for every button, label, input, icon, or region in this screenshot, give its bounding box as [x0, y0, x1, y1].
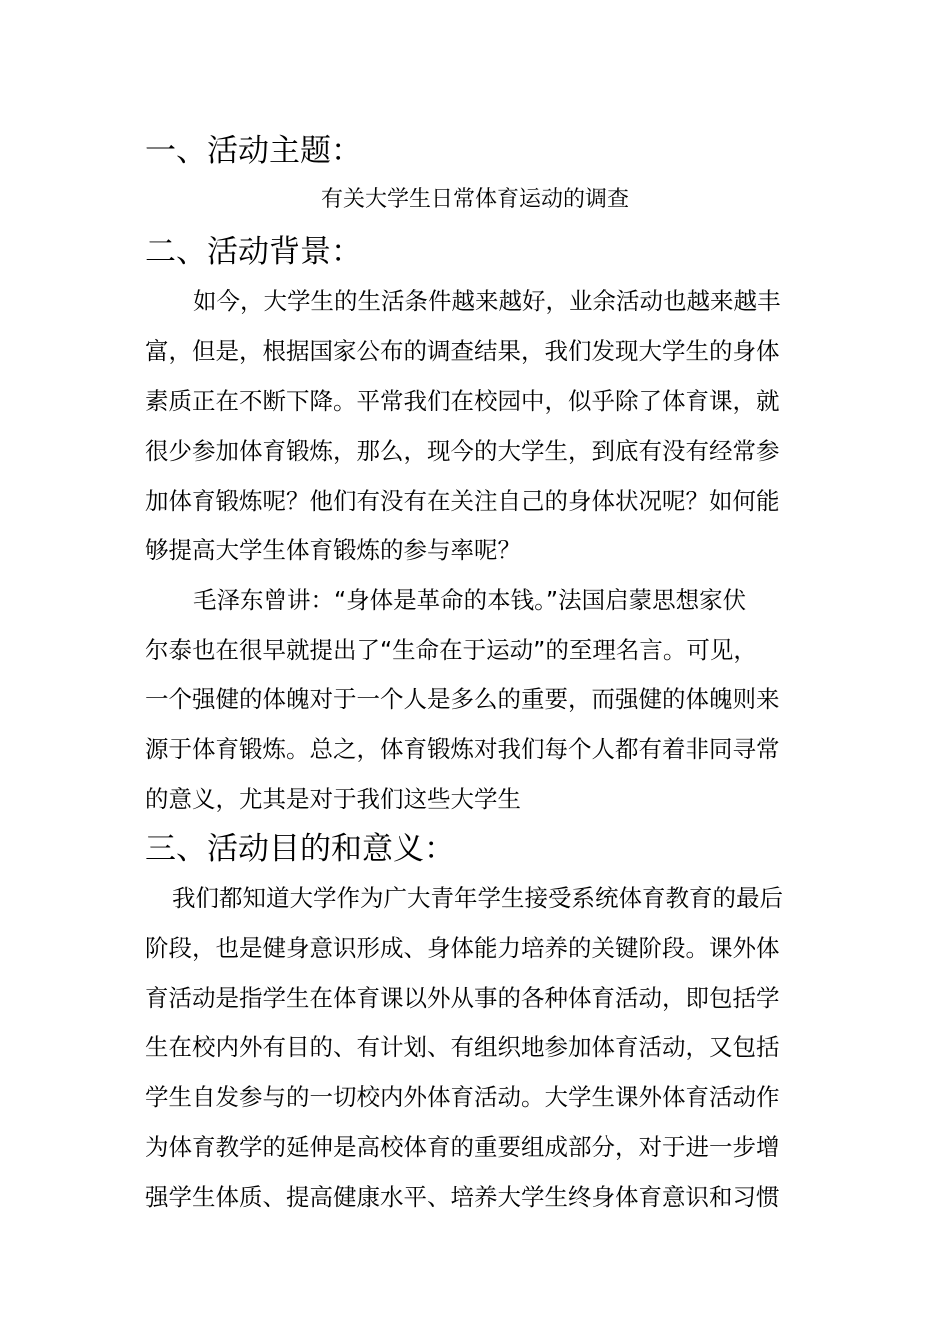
section-heading-topic: 一、活动主题： — [145, 133, 362, 169]
section-heading-purpose: 三、活动目的和意义： — [145, 831, 455, 867]
paragraph-line: 富，但是，根据国家公布的调查结果，我们发现大学生的身体 — [145, 337, 780, 365]
paragraph-line: 为体育教学的延伸是高校体育的重要组成部分，对于进一步增 — [145, 1133, 780, 1161]
paragraph-line: 如今，大学生的生活条件越来越好，业余活动也越来越丰 — [193, 287, 781, 315]
paragraph-line: 很少参加体育锻炼，那么，现今的大学生，到底有没有经常参 — [145, 437, 780, 465]
paragraph-line: 毛泽东曾讲：“身体是革命的本钱。”法国启蒙思想家伏 — [193, 586, 747, 614]
paragraph-line: 素质正在不断下降。平常我们在校园中，似乎除了体育课，就 — [145, 387, 780, 415]
paragraph-line: 强学生体质、提高健康水平、培养大学生终身体育意识和习惯 — [145, 1183, 780, 1211]
paragraph-line: 生在校内外有目的、有计划、有组织地参加体育活动，又包括 — [145, 1033, 780, 1061]
paragraph-line: 育活动是指学生在体育课以外从事的各种体育活动，即包括学 — [145, 984, 780, 1012]
activity-title: 有关大学生日常体育运动的调查 — [320, 187, 629, 212]
paragraph-line: 我们都知道大学作为广大青年学生接受系统体育教育的最后 — [172, 884, 783, 912]
paragraph-line: 阶段，也是健身意识形成、身体能力培养的关键阶段。课外体 — [145, 934, 780, 962]
paragraph-line: 够提高大学生体育锻炼的参与率呢？ — [145, 536, 521, 564]
paragraph-line: 一个强健的体魄对于一个人是多么的重要，而强健的体魄则来 — [145, 685, 780, 713]
section-heading-background: 二、活动背景： — [145, 234, 362, 270]
paragraph-line: 尔泰也在很早就提出了“生命在于运动”的至理名言。可见， — [145, 636, 757, 664]
paragraph-line: 加体育锻炼呢？他们有没有在关注自己的身体状况呢？如何能 — [145, 487, 780, 515]
paragraph-line: 学生自发参与的一切校内外体育活动。大学生课外体育活动作 — [145, 1083, 780, 1111]
paragraph-line: 源于体育锻炼。总之，体育锻炼对我们每个人都有着非同寻常 — [145, 735, 780, 763]
paragraph-line: 的意义，尤其是对于我们这些大学生 — [145, 785, 521, 813]
